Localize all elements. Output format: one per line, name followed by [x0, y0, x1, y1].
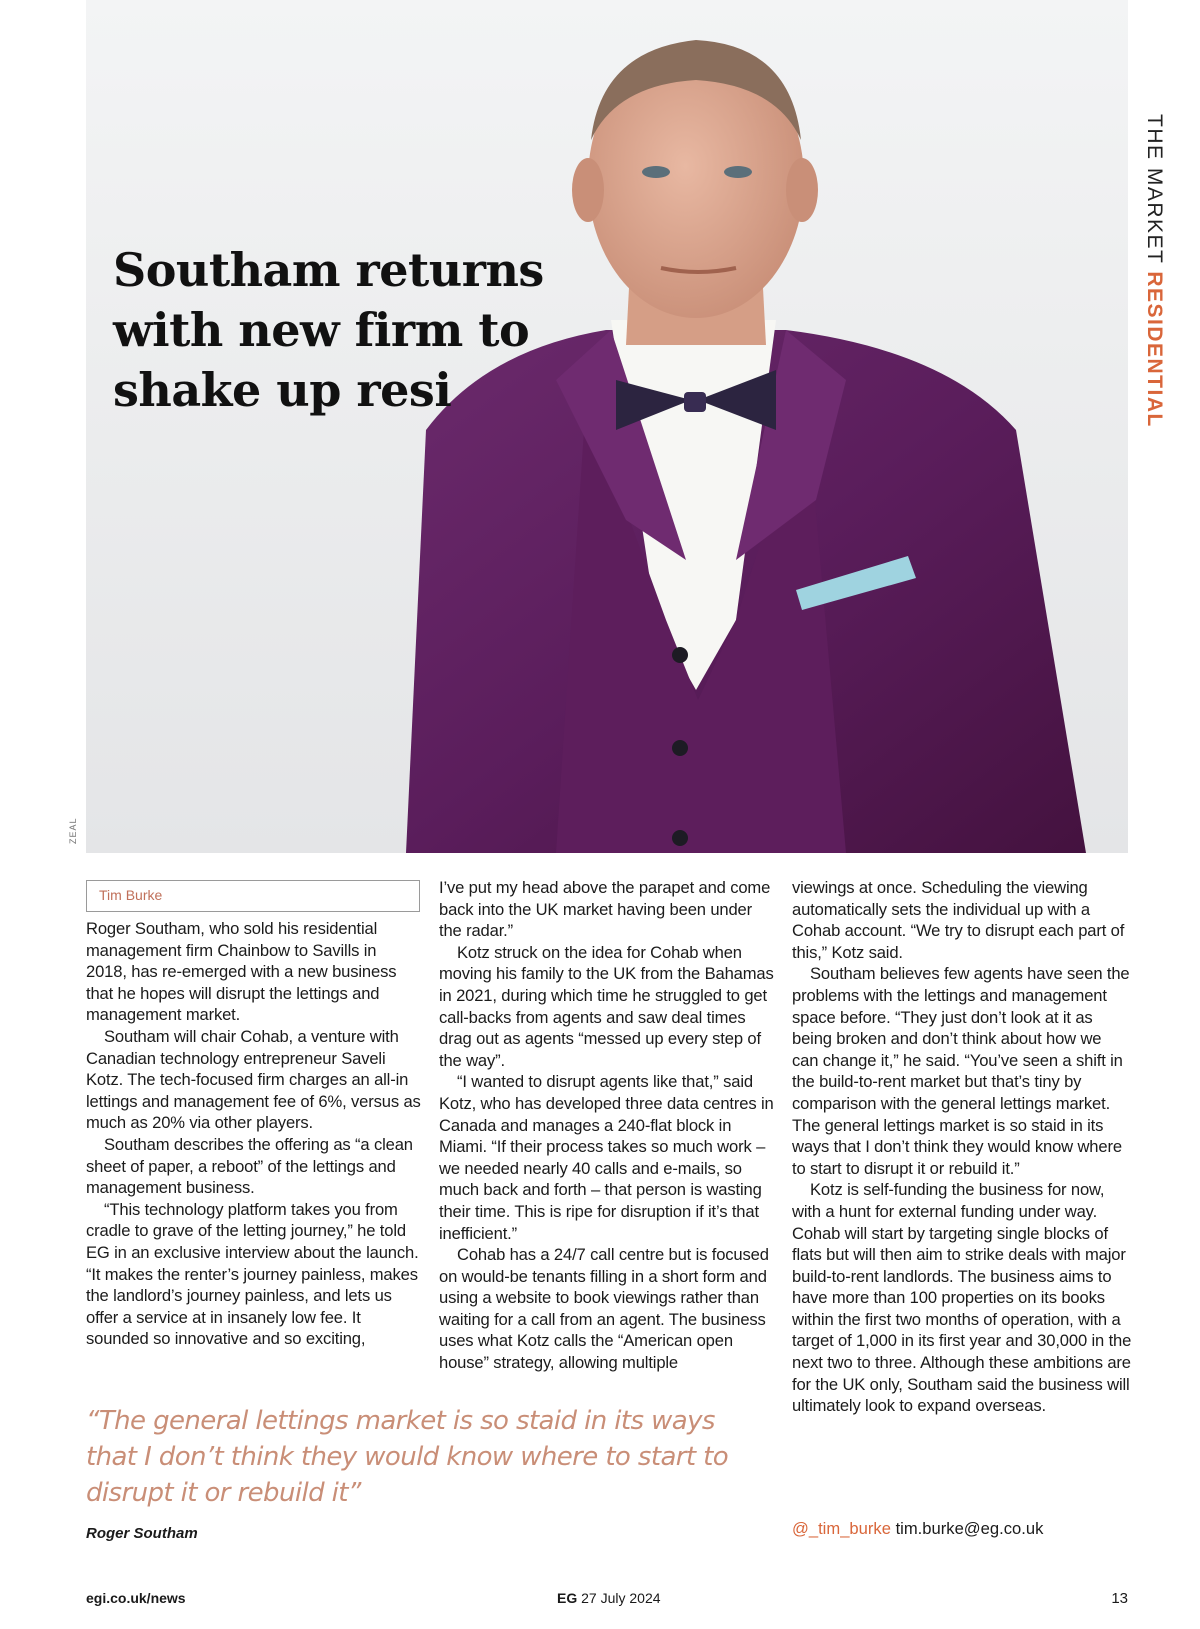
section-prefix: THE MARKET: [1143, 114, 1166, 264]
paragraph: I’ve put my head above the parapet and come back into the UK market having been under the radar.”: [439, 878, 771, 941]
article-column-3: [792, 877, 1132, 1417]
publication-name: EG: [557, 1590, 578, 1606]
article-column-1: [86, 918, 421, 1350]
article-column-2: [439, 877, 779, 1374]
paragraph: Southam describes the offering as “a clean sheet of paper, a reboot” of the lettings and management business.: [86, 1134, 413, 1198]
byline: Tim Burke: [99, 887, 163, 903]
footer-url-link[interactable]: egi.co.uk/news: [86, 1590, 186, 1606]
paragraph: “This technology platform takes you from cradle to grave of the letting journey,” he told EG in an exclusive interview about the launch. “It makes the renter’s journey painless, makes the landlord’s journey painless, and lets us offer a service at in insanely low fee. It sounded so innovative and so exciting,: [86, 1199, 419, 1349]
footer-publication-date: [557, 1590, 661, 1606]
section-name: RESIDENTIAL: [1143, 271, 1166, 428]
email-link[interactable]: tim.burke@eg.co.uk: [895, 1519, 1044, 1538]
paragraph: viewings at once. Scheduling the viewing automatically sets the individual up with a Cohab account. “We try to disrupt each part of this,” Kotz said.: [792, 878, 1125, 962]
hero-photo: [86, 0, 1128, 853]
photo-credit: ZEAL: [68, 817, 78, 844]
headline: Southam returns with new firm to shake up resi: [113, 243, 544, 417]
issue-date: 27 July 2024: [581, 1590, 661, 1606]
section-tag: [1142, 114, 1166, 428]
author-contact: [792, 1519, 1043, 1539]
paragraph: Southam believes few agents have seen the problems with the lettings and management space before. “They just don’t look at it as being broken and don’t think about how we can change it,” he said. “You’ve seen a shift in the build-to-rent market but that’s tiny by comparison with the general lettings market. The general lettings market is so staid in its ways that I don’t think they would know where to start to disrupt it or rebuild it.”: [792, 964, 1130, 1178]
pull-quote-attribution: Roger Southam: [86, 1525, 198, 1542]
paragraph: Kotz struck on the idea for Cohab when moving his family to the UK from the Bahamas in 2021, during which time he struggled to get call-backs from agents and saw deal times drag out as agents “messed up every step of the way”.: [439, 942, 774, 1070]
byline-box: [86, 880, 420, 912]
pull-quote: “The general lettings market is so staid in its ways that I don’t think they would know where to start to disrupt it or rebuild it”: [86, 1406, 729, 1508]
twitter-handle-link[interactable]: @_tim_burke: [792, 1519, 891, 1538]
paragraph: Southam will chair Cohab, a venture with Canadian technology entrepreneur Saveli Kotz. The tech-focused firm charges an all-in lettings and management fee of 6%, versus as much as 20% via other players.: [86, 1026, 421, 1133]
paragraph: Kotz is self-funding the business for now, with a hunt for external funding under way. Cohab will start by targeting single blocks of flats but will then aim to strike deals with major build-to-rent landlords. The business aims to have more than 100 properties on its books within the first two months of operation, with a target of 1,000 in its first year and 30,000 in the next two to three. Although these ambitions are for the UK only, Southam said the business will ultimately look to expand overseas.: [792, 1180, 1132, 1416]
portrait-illustration: [86, 0, 1128, 853]
paragraph: Cohab has a 24/7 call centre but is focused on would-be tenants filling in a short form and using a website to book viewings rather than waiting for a call from an agent. The business uses what Kotz calls the “American open house” strategy, allowing multiple: [439, 1245, 769, 1373]
page-number: 13: [1111, 1590, 1128, 1607]
paragraph: “I wanted to disrupt agents like that,” said Kotz, who has developed three data centres in Canada and manages a 240-flat block in Miami. “If their process takes so much work – we needed nearly 40 calls and e-mails, so much back and forth – that person is wasting their time. This is ripe for disruption if it’s that inefficient.”: [439, 1072, 774, 1243]
paragraph: Roger Southam, who sold his residential management firm Chainbow to Savills in 2018, has re-emerged with a new business that he hopes will disrupt the lettings and management market.: [86, 919, 397, 1025]
